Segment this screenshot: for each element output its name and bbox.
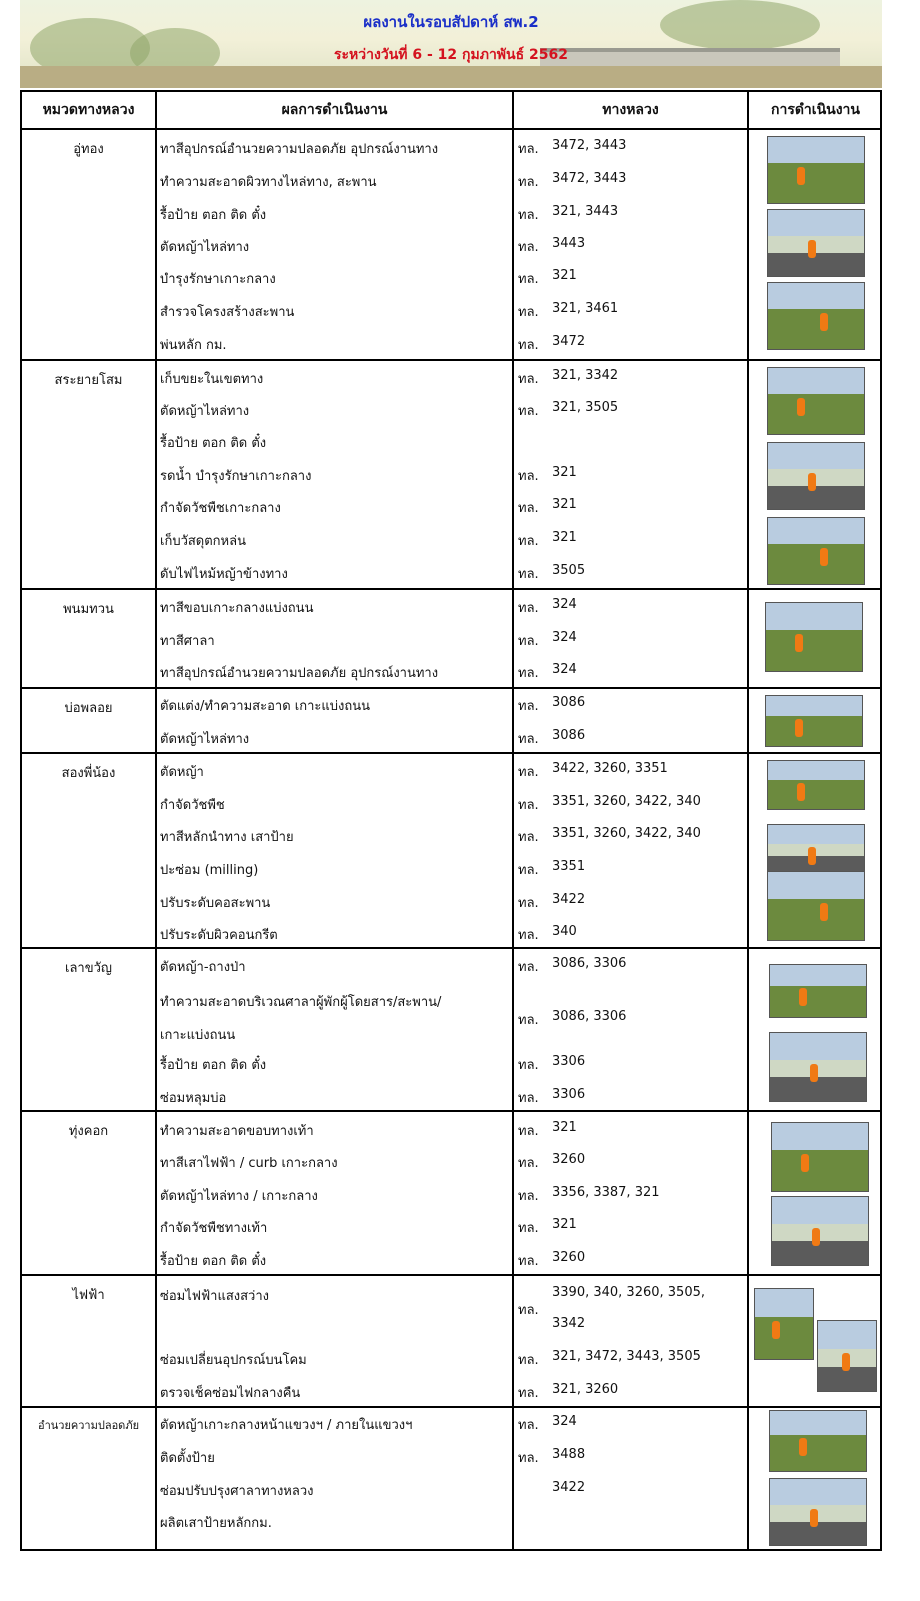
district-name: บ่อพลอย bbox=[64, 701, 113, 716]
district-name: อู่ทอง bbox=[73, 142, 104, 157]
route-prefix: ทล. bbox=[518, 1353, 539, 1368]
task-text: ปะซ่อม (milling) bbox=[160, 863, 259, 878]
section-divider bbox=[22, 359, 880, 361]
photo-sky bbox=[768, 137, 864, 163]
work-photo bbox=[767, 871, 865, 941]
worker-figure bbox=[812, 1228, 820, 1246]
photo-sky bbox=[768, 825, 864, 844]
photo-sky bbox=[770, 1479, 866, 1505]
task-text: ทาสีอุปกรณ์อำนวยความปลอดภัย อุปกรณ์งานทาง bbox=[160, 142, 439, 157]
route-prefix: ทล. bbox=[518, 634, 539, 649]
photo-ground bbox=[766, 630, 862, 671]
route-prefix: ทล. bbox=[518, 469, 539, 484]
photo-sky bbox=[768, 872, 864, 899]
task-text: เก็บขยะในเขตทาง bbox=[160, 372, 264, 387]
task-text: ทาสีเสาไฟฟ้า / curb เกาะกลาง bbox=[160, 1156, 338, 1171]
section-divider bbox=[22, 687, 880, 689]
worker-figure bbox=[795, 719, 803, 737]
task-text: ทำความสะอาดผิวทางไหล่ทาง, สะพาน bbox=[160, 175, 377, 190]
route-prefix: ทล. bbox=[518, 798, 539, 813]
section-divider bbox=[22, 1274, 880, 1276]
worker-figure bbox=[820, 548, 828, 566]
work-photo bbox=[765, 695, 863, 747]
photo-ground bbox=[770, 1435, 866, 1471]
district-name: เลาขวัญ bbox=[65, 961, 112, 976]
task-text: ทาสีอุปกรณ์อำนวยความปลอดภัย อุปกรณ์งานทาง bbox=[160, 666, 439, 681]
work-photo bbox=[767, 136, 865, 204]
route-numbers: 321 bbox=[552, 497, 577, 512]
route-numbers: 3390, 340, 3260, 3505, bbox=[552, 1285, 705, 1300]
district-name: สองพี่น้อง bbox=[61, 766, 116, 781]
route-numbers: 3260 bbox=[552, 1250, 586, 1265]
photo-ground bbox=[768, 163, 864, 203]
route-numbers: 3356, 3387, 321 bbox=[552, 1185, 660, 1200]
task-text: ตัดหญ้า-ถางป่า bbox=[160, 960, 246, 975]
section-divider bbox=[22, 752, 880, 754]
route-numbers: 321 bbox=[552, 465, 577, 480]
task-text: ซ่อมไฟฟ้าแสงสว่าง bbox=[160, 1289, 269, 1304]
worker-figure bbox=[808, 473, 816, 491]
section-divider bbox=[22, 1110, 880, 1112]
work-photo bbox=[767, 209, 865, 277]
route-prefix: ทล. bbox=[518, 1303, 539, 1318]
route-prefix: ทล. bbox=[518, 699, 539, 714]
work-photo bbox=[769, 1032, 867, 1102]
work-photo bbox=[767, 760, 865, 810]
task-text: ตัดหญ้าเกาะกลางหน้าแขวงฯ / ภายในแขวงฯ bbox=[160, 1418, 413, 1433]
photo-ground bbox=[772, 1241, 868, 1265]
route-prefix: ทล. bbox=[518, 1091, 539, 1106]
district-name: อำนวยความปลอดภัย bbox=[37, 1419, 140, 1432]
photo-sky bbox=[755, 1289, 813, 1317]
work-photo bbox=[767, 367, 865, 435]
photo-ground bbox=[755, 1317, 813, 1359]
worker-figure bbox=[820, 313, 828, 331]
work-photo bbox=[754, 1288, 814, 1360]
task-text: ตัดหญ้าไหล่ทาง bbox=[160, 240, 250, 255]
route-prefix: ทล. bbox=[518, 928, 539, 943]
column-header: การดำเนินงาน bbox=[770, 102, 860, 118]
route-numbers: 3443 bbox=[552, 236, 586, 251]
task-text: ทำความสะอาดขอบทางเท้า bbox=[160, 1124, 314, 1139]
route-prefix: ทล. bbox=[518, 1058, 539, 1073]
task-text: เกาะแบ่งถนน bbox=[160, 1028, 236, 1043]
route-numbers: 321, 3461 bbox=[552, 301, 619, 316]
route-numbers: 3422, 3260, 3351 bbox=[552, 761, 668, 776]
report-table bbox=[20, 90, 882, 1551]
task-text: ซ่อมหลุมบ่อ bbox=[160, 1091, 227, 1106]
work-photo bbox=[765, 602, 863, 672]
route-prefix: ทล. bbox=[518, 1254, 539, 1269]
worker-figure bbox=[797, 167, 805, 185]
district-name: ทุ่งคอก bbox=[68, 1124, 109, 1139]
photo-ground bbox=[768, 899, 864, 940]
route-prefix: ทล. bbox=[518, 1451, 539, 1466]
task-text: กำจัดวัชพืชเกาะกลาง bbox=[160, 501, 281, 516]
photo-sky bbox=[768, 210, 864, 236]
photo-sky bbox=[770, 965, 866, 986]
route-prefix: ทล. bbox=[518, 305, 539, 320]
worker-figure bbox=[810, 1064, 818, 1082]
photo-sky bbox=[770, 1411, 866, 1435]
page-title: ผลงานในรอบสัปดาห์ สพ.2 bbox=[363, 13, 539, 31]
route-numbers: 3472 bbox=[552, 334, 586, 349]
task-text: รื้อป้าย ตอก ติด ตั๋ง bbox=[160, 208, 267, 223]
route-prefix: ทล. bbox=[518, 175, 539, 190]
route-numbers: 3488 bbox=[552, 1447, 586, 1462]
task-text: เก็บวัสดุตกหล่น bbox=[160, 534, 246, 549]
work-photo bbox=[769, 1410, 867, 1472]
column-divider bbox=[747, 92, 749, 1549]
task-text: ซ่อมเปลี่ยนอุปกรณ์บนโคม bbox=[160, 1353, 307, 1368]
photo-sky bbox=[818, 1321, 876, 1349]
photo-ground bbox=[768, 253, 864, 276]
worker-figure bbox=[795, 634, 803, 652]
task-text: ซ่อมปรับปรุงศาลาทางหลวง bbox=[160, 1484, 314, 1499]
route-prefix: ทล. bbox=[518, 765, 539, 780]
route-prefix: ทล. bbox=[518, 601, 539, 616]
worker-figure bbox=[797, 398, 805, 416]
route-numbers: 321, 3342 bbox=[552, 368, 619, 383]
worker-figure bbox=[799, 988, 807, 1006]
section-divider bbox=[22, 1406, 880, 1408]
route-numbers: 321, 3472, 3443, 3505 bbox=[552, 1349, 701, 1364]
worker-figure bbox=[808, 240, 816, 258]
route-prefix: ทล. bbox=[518, 338, 539, 353]
road-decoration bbox=[20, 66, 882, 88]
route-prefix: ทล. bbox=[518, 1189, 539, 1204]
section-divider bbox=[22, 947, 880, 949]
route-prefix: ทล. bbox=[518, 1124, 539, 1139]
photo-ground bbox=[768, 309, 864, 349]
task-text: ตัดแต่ง/ทำความสะอาด เกาะแบ่งถนน bbox=[160, 699, 370, 714]
column-header: ทางหลวง bbox=[602, 102, 659, 118]
task-text: กำจัดวัชพืชทางเท้า bbox=[160, 1221, 268, 1236]
work-photo bbox=[767, 282, 865, 350]
task-text: รื้อป้าย ตอก ติด ตั๋ง bbox=[160, 1058, 267, 1073]
route-numbers: 321 bbox=[552, 530, 577, 545]
photo-sky bbox=[768, 518, 864, 544]
route-numbers: 321, 3443 bbox=[552, 204, 619, 219]
route-prefix: ทล. bbox=[518, 732, 539, 747]
route-numbers: 340 bbox=[552, 924, 577, 939]
route-numbers: 321 bbox=[552, 1120, 577, 1135]
task-text: รื้อป้าย ตอก ติด ตั๋ง bbox=[160, 436, 267, 451]
task-text: พ่นหลัก กม. bbox=[160, 338, 227, 353]
route-numbers: 3422 bbox=[552, 1480, 586, 1495]
task-text: สำรวจโครงสร้างสะพาน bbox=[160, 305, 295, 320]
section-divider bbox=[22, 128, 880, 130]
task-text: ปรับระดับคอสะพาน bbox=[160, 896, 271, 911]
route-numbers: 3086 bbox=[552, 695, 586, 710]
photo-ground bbox=[768, 394, 864, 434]
task-text: ตัดหญ้า bbox=[160, 765, 204, 780]
route-numbers: 3422 bbox=[552, 892, 586, 907]
route-prefix: ทล. bbox=[518, 1221, 539, 1236]
photo-ground bbox=[768, 486, 864, 509]
photo-sky bbox=[772, 1197, 868, 1224]
work-photo bbox=[767, 824, 865, 874]
route-prefix: ทล. bbox=[518, 1418, 539, 1433]
photo-ground bbox=[768, 780, 864, 809]
route-prefix: ทล. bbox=[518, 1386, 539, 1401]
route-numbers: 3086 bbox=[552, 728, 586, 743]
worker-figure bbox=[810, 1509, 818, 1527]
worker-figure bbox=[772, 1321, 780, 1339]
photo-sky bbox=[766, 696, 862, 716]
route-numbers: 3472, 3443 bbox=[552, 138, 627, 153]
route-prefix: ทล. bbox=[518, 372, 539, 387]
route-numbers: 3472, 3443 bbox=[552, 171, 627, 186]
district-name: สระยายโสม bbox=[54, 373, 123, 388]
route-numbers: 321, 3505 bbox=[552, 400, 619, 415]
route-numbers: 3260 bbox=[552, 1152, 586, 1167]
task-text: ตัดหญ้าไหล่ทาง bbox=[160, 404, 250, 419]
page-subtitle: ระหว่างวันที่ 6 - 12 กุมภาพันธ์ 2562 bbox=[334, 47, 568, 63]
task-text: ตัดหญ้าไหล่ทาง bbox=[160, 732, 250, 747]
worker-figure bbox=[842, 1353, 850, 1371]
worker-figure bbox=[797, 783, 805, 801]
work-photo bbox=[771, 1196, 869, 1266]
section-divider bbox=[22, 588, 880, 590]
photo-sky bbox=[770, 1033, 866, 1060]
route-numbers: 3086, 3306 bbox=[552, 1009, 627, 1024]
route-prefix: ทล. bbox=[518, 240, 539, 255]
photo-ground bbox=[770, 1522, 866, 1545]
worker-figure bbox=[808, 847, 816, 865]
task-text: ทาสีขอบเกาะกลางแบ่งถนน bbox=[160, 601, 314, 616]
route-numbers: 321, 3260 bbox=[552, 1382, 619, 1397]
route-prefix: ทล. bbox=[518, 567, 539, 582]
task-text: ผลิตเสาป้ายหลักกม. bbox=[160, 1516, 272, 1531]
route-numbers: 3086, 3306 bbox=[552, 956, 627, 971]
work-photo bbox=[767, 442, 865, 510]
photo-ground bbox=[770, 986, 866, 1017]
district-name: ไฟฟ้า bbox=[72, 1288, 105, 1303]
task-text: ทำความสะอาดบริเวณศาลาผู้พักผู้โดยสาร/สะพาน/ bbox=[160, 995, 442, 1010]
route-prefix: ทล. bbox=[518, 1156, 539, 1171]
route-numbers: 321 bbox=[552, 1217, 577, 1232]
route-prefix: ทล. bbox=[518, 501, 539, 516]
route-numbers: 3342 bbox=[552, 1316, 586, 1331]
task-text: รดน้ำ บำรุงรักษาเกาะกลาง bbox=[160, 469, 312, 484]
work-photo bbox=[767, 517, 865, 585]
photo-ground bbox=[770, 1077, 866, 1101]
column-header: ผลการดำเนินงาน bbox=[281, 102, 388, 118]
route-numbers: 3306 bbox=[552, 1087, 586, 1102]
route-numbers: 3306 bbox=[552, 1054, 586, 1069]
district-name: พนมทวน bbox=[63, 602, 114, 617]
column-divider bbox=[512, 92, 514, 1549]
photo-sky bbox=[766, 603, 862, 630]
route-prefix: ทล. bbox=[518, 666, 539, 681]
task-text: กำจัดวัชพืช bbox=[160, 798, 225, 813]
route-numbers: 324 bbox=[552, 597, 577, 612]
task-text: รื้อป้าย ตอก ติด ตั๋ง bbox=[160, 1254, 267, 1269]
task-text: ดับไฟไหม้หญ้าข้างทาง bbox=[160, 567, 288, 582]
route-prefix: ทล. bbox=[518, 896, 539, 911]
column-divider bbox=[155, 92, 157, 1549]
work-photo bbox=[771, 1122, 869, 1192]
route-numbers: 324 bbox=[552, 1414, 577, 1429]
task-text: ทาสีศาลา bbox=[160, 634, 215, 649]
route-prefix: ทล. bbox=[518, 863, 539, 878]
route-numbers: 3351, 3260, 3422, 340 bbox=[552, 794, 701, 809]
route-numbers: 321 bbox=[552, 268, 577, 283]
task-text: ตรวจเช็คซ่อมไฟกลางคืน bbox=[160, 1386, 301, 1401]
route-numbers: 324 bbox=[552, 662, 577, 677]
photo-ground bbox=[768, 544, 864, 584]
route-numbers: 3505 bbox=[552, 563, 586, 578]
photo-sky bbox=[768, 761, 864, 780]
route-prefix: ทล. bbox=[518, 404, 539, 419]
photo-sky bbox=[768, 443, 864, 469]
task-text: ตัดหญ้าไหล่ทาง / เกาะกลาง bbox=[160, 1189, 318, 1204]
photo-ground bbox=[766, 716, 862, 746]
route-numbers: 3351 bbox=[552, 859, 586, 874]
task-text: บำรุงรักษาเกาะกลาง bbox=[160, 272, 276, 287]
route-prefix: ทล. bbox=[518, 208, 539, 223]
route-prefix: ทล. bbox=[518, 830, 539, 845]
route-prefix: ทล. bbox=[518, 1013, 539, 1028]
route-prefix: ทล. bbox=[518, 534, 539, 549]
route-numbers: 324 bbox=[552, 630, 577, 645]
photo-sky bbox=[768, 283, 864, 309]
worker-figure bbox=[820, 903, 828, 921]
column-header: หมวดทางหลวง bbox=[42, 102, 135, 118]
photo-ground bbox=[772, 1150, 868, 1191]
worker-figure bbox=[799, 1438, 807, 1456]
worker-figure bbox=[801, 1154, 809, 1172]
task-text: ติดตั้งป้าย bbox=[160, 1451, 215, 1466]
route-prefix: ทล. bbox=[518, 960, 539, 975]
work-photo bbox=[769, 1478, 867, 1546]
route-numbers: 3351, 3260, 3422, 340 bbox=[552, 826, 701, 841]
photo-sky bbox=[768, 368, 864, 394]
route-prefix: ทล. bbox=[518, 142, 539, 157]
work-photo bbox=[817, 1320, 877, 1392]
task-text: ทาสีหลักนำทาง เสาป้าย bbox=[160, 830, 294, 845]
photo-sky bbox=[772, 1123, 868, 1150]
header-banner bbox=[20, 0, 882, 88]
route-prefix: ทล. bbox=[518, 272, 539, 287]
work-photo bbox=[769, 964, 867, 1018]
task-text: ปรับระดับผิวคอนกรีต bbox=[160, 928, 278, 943]
